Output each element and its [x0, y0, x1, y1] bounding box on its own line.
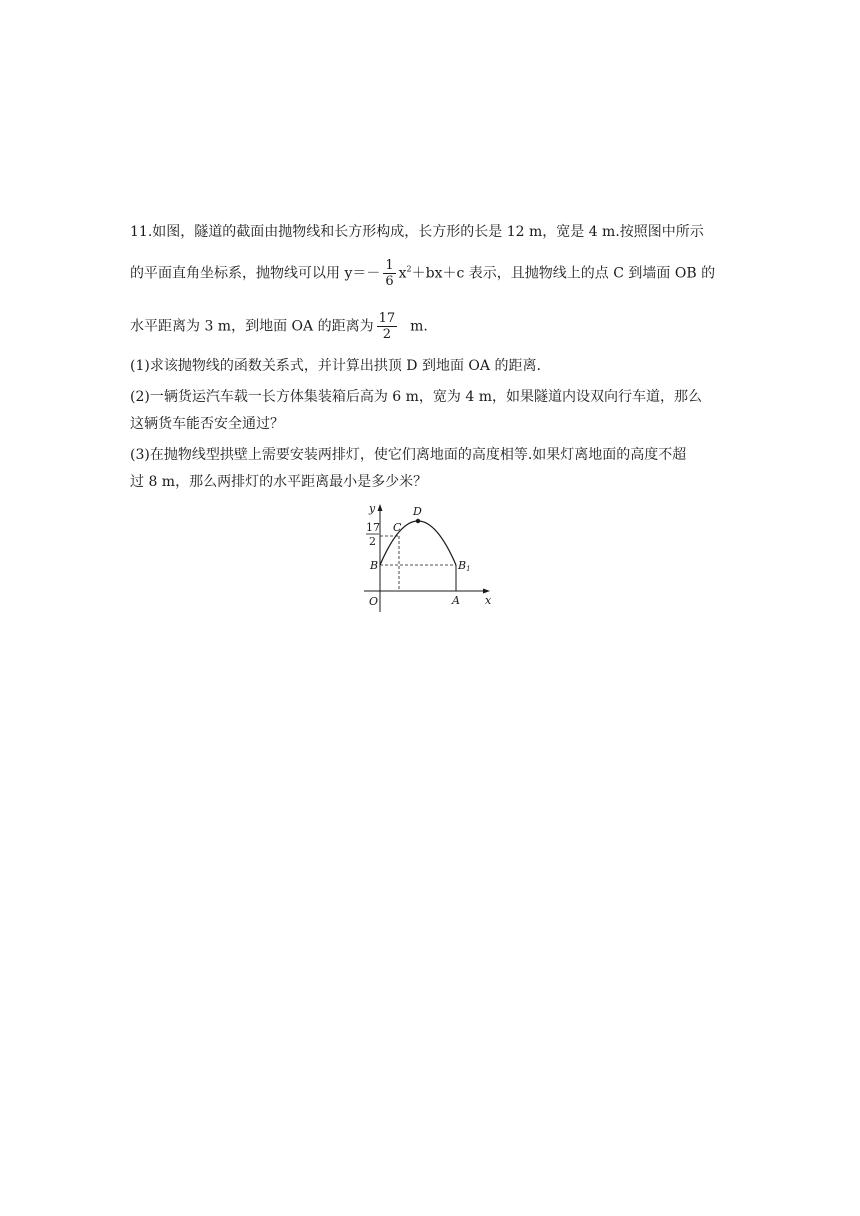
problem-text-1: 如图，隧道的截面由抛物线和长方形构成，长方形的长是 12 m，宽是 4 m.按照图中所示 [152, 224, 704, 240]
problem-number: 11. [130, 224, 153, 240]
point-a-label: A [452, 594, 460, 607]
exponent-2: 2 [406, 264, 412, 274]
problem-line-2 [130, 258, 715, 289]
question-2-line-2: 这辆货车能否安全通过？ [130, 416, 284, 432]
fraction-denominator: 2 [382, 327, 391, 342]
fraction-denominator: 6 [385, 274, 394, 289]
label-2: 2 [369, 535, 376, 548]
parabola-arch [380, 521, 456, 565]
x-axis-label: x [485, 594, 492, 607]
question-1: (1)求该抛物线的函数关系式，并计算出拱顶 D 到地面 OA 的距离. [130, 358, 541, 374]
problem-text-2a: 的平面直角坐标系，抛物线可以用 y＝－ [130, 265, 381, 282]
y-axis-label: y [369, 502, 376, 515]
y-axis-arrow-icon [378, 504, 383, 511]
origin-label: O [369, 595, 379, 608]
label-17: 17 [366, 521, 380, 534]
point-d-label: D [413, 505, 422, 518]
vertex-d-dot [416, 519, 420, 523]
problem-text-3a: 水平距离为 3 m，到地面 OA 的距离为 [130, 318, 374, 335]
problem-line-1 [130, 222, 704, 242]
point-c-label: C [393, 521, 402, 534]
problem-text-3b: m. [410, 318, 428, 335]
point-b1-label: B1 [458, 559, 471, 573]
fraction-17-over-2 [377, 311, 398, 342]
fraction-numerator: 17 [378, 311, 396, 326]
point-b-label: B [370, 559, 379, 572]
question-2-line-1: (2)一辆货运汽车载一长方体集装箱后高为 6 m，宽为 4 m，如果隧道内设双向行车道，那么 [130, 389, 702, 405]
variable-x: x [398, 265, 407, 282]
tunnel-figure [360, 500, 500, 615]
question-3-line-2: 过 8 m，那么两排灯的水平距离最小是多少米？ [130, 474, 428, 490]
tunnel-diagram [360, 500, 500, 615]
problem-text-2b: ＋bx＋c 表示，且抛物线上的点 C 到墙面 OB 的 [411, 265, 716, 282]
problem-line-3 [130, 311, 428, 342]
x-axis-arrow-icon [483, 589, 490, 594]
fraction-numerator: 1 [385, 258, 394, 273]
fraction-one-sixth [383, 258, 395, 289]
question-3-line-1: (3)在抛物线型拱壁上需要安装两排灯，使它们离地面的高度相等.如果灯离地面的高度不超 [130, 447, 687, 463]
